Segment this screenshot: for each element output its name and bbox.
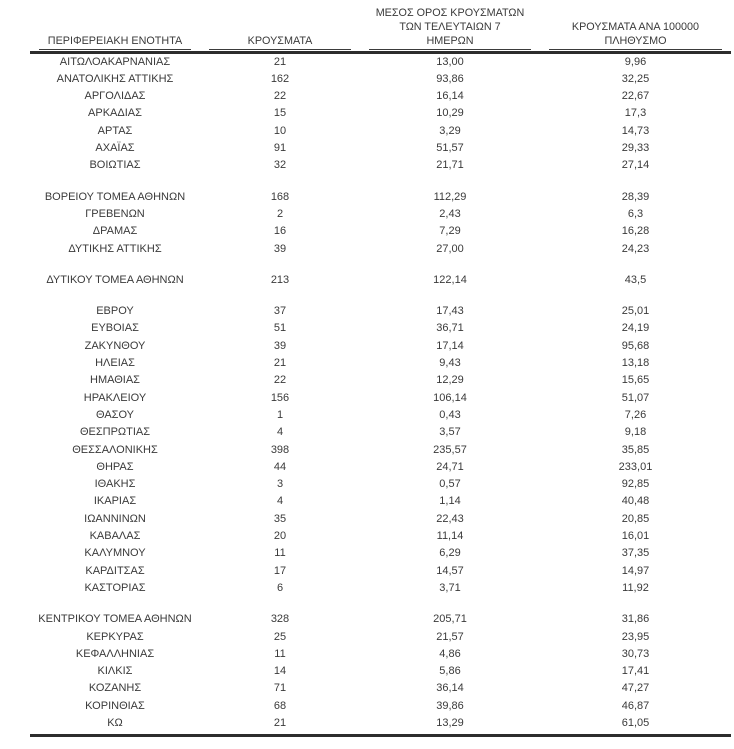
cell-per100k: 40,48 — [621, 495, 650, 508]
table-row — [30, 715, 731, 732]
table-row — [30, 88, 731, 105]
cell-cases: 91 — [273, 142, 287, 155]
column-header-cases — [209, 34, 351, 50]
table-row — [30, 355, 731, 372]
cell-avg7: 13,00 — [436, 55, 464, 68]
table-row — [30, 272, 731, 289]
cell-per100k: 24,19 — [621, 322, 650, 335]
cell-avg7: 6,29 — [439, 547, 461, 560]
cell-avg7: 24,71 — [436, 460, 464, 473]
cell-region: ΑΡΤΑΣ — [97, 124, 133, 137]
cell-cases: 22 — [273, 374, 287, 387]
table-row — [30, 407, 731, 424]
cell-cases: 71 — [273, 682, 287, 695]
cell-cases: 11 — [274, 547, 286, 560]
cell-per100k: 17,3 — [624, 107, 647, 120]
cell-per100k: 35,85 — [621, 443, 650, 456]
cell-per100k: 92,85 — [621, 478, 650, 491]
column-header-avg7-line2: ΤΩΝ ΤΕΛΕΥΤΑΙΩΝ 7 — [399, 21, 501, 33]
table-row — [30, 303, 731, 320]
cell-cases: 4 — [276, 426, 284, 439]
cell-cases: 35 — [273, 512, 287, 525]
cell-avg7: 1,14 — [439, 495, 461, 508]
cell-avg7: 106,14 — [433, 391, 467, 404]
cell-avg7: 11,14 — [436, 530, 464, 543]
table-header-row — [30, 6, 731, 50]
cell-region: ΕΥΒΟΙΑΣ — [91, 322, 139, 335]
cell-region: ΚΩ — [107, 716, 123, 729]
cell-per100k: 95,68 — [621, 339, 650, 352]
table-row — [30, 442, 731, 459]
cell-per100k: 16,28 — [621, 225, 650, 238]
cell-per100k: 14,73 — [621, 124, 650, 137]
cell-region: ΓΡΕΒΕΝΩΝ — [85, 207, 145, 220]
cell-region: ΔΥΤΙΚΟΥ ΤΟΜΕΑ ΑΘΗΝΩΝ — [46, 273, 184, 286]
cell-cases: 39 — [273, 339, 287, 352]
group-gap — [30, 289, 731, 303]
cell-avg7: 39,86 — [436, 699, 464, 712]
table-row — [30, 680, 731, 697]
table-row — [30, 545, 731, 562]
cell-region: ΚΕΡΚΥΡΑΣ — [86, 630, 144, 643]
cell-per100k: 37,35 — [621, 547, 650, 560]
cell-region: ΗΜΑΘΙΑΣ — [90, 374, 140, 387]
table-row — [30, 189, 731, 206]
cell-avg7: 4,86 — [439, 647, 461, 660]
cell-cases: 1 — [276, 408, 284, 421]
cell-per100k: 51,07 — [621, 391, 650, 404]
cell-per100k: 25,01 — [621, 305, 650, 318]
cell-cases: 213 — [270, 273, 290, 286]
cell-region: ΚΑΒΑΛΑΣ — [89, 530, 141, 543]
column-header-region-label: ΠΕΡΙΦΕΡΕΙΑΚΗ ΕΝΟΤΗΤΑ — [47, 35, 183, 47]
column-header-avg7-line1: ΜΕΣΟΣ ΟΡΟΣ ΚΡΟΥΣΜΑΤΩΝ — [375, 7, 525, 19]
cell-avg7: 17,43 — [436, 305, 464, 318]
column-header-per100k-line1: ΚΡΟΥΣΜΑΤΑ ΑΝΑ 100000 — [571, 21, 700, 33]
table-row — [30, 663, 731, 680]
cell-cases: 6 — [276, 581, 284, 594]
cell-per100k: 29,33 — [621, 142, 650, 155]
cell-avg7: 205,71 — [433, 613, 467, 626]
cell-region: ΑΙΤΩΛΟΑΚΑΡΝΑΝΙΑΣ — [59, 55, 171, 68]
cell-avg7: 12,29 — [436, 374, 464, 387]
cell-cases: 25 — [273, 630, 287, 643]
table-row — [30, 528, 731, 545]
cell-cases: 20 — [273, 530, 287, 543]
table-row — [30, 511, 731, 528]
cell-avg7: 122,14 — [433, 273, 467, 286]
cell-cases: 2 — [276, 207, 284, 220]
cell-region: ΚΕΝΤΡΙΚΟΥ ΤΟΜΕΑ ΑΘΗΝΩΝ — [38, 613, 192, 626]
cell-avg7: 36,71 — [436, 322, 464, 335]
cell-avg7: 14,57 — [436, 564, 464, 577]
cell-avg7: 235,57 — [433, 443, 467, 456]
cell-cases: 15 — [273, 107, 287, 120]
cell-region: ΑΡΚΑΔΙΑΣ — [88, 107, 142, 120]
cell-per100k: 17,41 — [621, 665, 650, 678]
cell-per100k: 22,67 — [621, 90, 650, 103]
cell-per100k: 27,14 — [621, 159, 650, 172]
table-row — [30, 140, 731, 157]
cell-region: ΘΗΡΑΣ — [96, 460, 134, 473]
cell-cases: 32 — [273, 159, 287, 172]
cell-region: ΒΟΡΕΙΟΥ ΤΟΜΕΑ ΑΘΗΝΩΝ — [44, 190, 186, 203]
group-gap — [30, 258, 731, 272]
table-row — [30, 493, 731, 510]
table-row — [30, 223, 731, 240]
cell-cases: 10 — [273, 124, 287, 137]
cell-avg7: 13,29 — [436, 716, 464, 729]
cell-cases: 3 — [276, 478, 284, 491]
cell-per100k: 13,18 — [621, 357, 650, 370]
cell-avg7: 17,14 — [436, 339, 464, 352]
column-header-avg7 — [369, 6, 531, 50]
cell-avg7: 3,71 — [439, 581, 461, 594]
cell-region: ΙΚΑΡΙΑΣ — [93, 495, 137, 508]
cell-region: ΒΟΙΩΤΙΑΣ — [89, 159, 141, 172]
bottom-rule — [30, 734, 731, 737]
cell-avg7: 0,57 — [439, 478, 461, 491]
table-body — [30, 54, 731, 733]
cell-region: ΘΑΣΟΥ — [95, 408, 135, 421]
cell-cases: 51 — [273, 322, 287, 335]
table-row — [30, 611, 731, 628]
table-row — [30, 71, 731, 88]
cell-cases: 328 — [270, 613, 290, 626]
cell-region: ΕΒΡΟΥ — [96, 305, 134, 318]
cell-region: ΑΧΑΪΑΣ — [95, 142, 135, 155]
column-header-cases-label: ΚΡΟΥΣΜΑΤΑ — [247, 35, 313, 47]
cell-per100k: 46,87 — [621, 699, 650, 712]
table-row — [30, 320, 731, 337]
table-row — [30, 580, 731, 597]
cell-avg7: 22,43 — [436, 512, 464, 525]
cell-avg7: 2,43 — [439, 207, 461, 220]
table-row — [30, 338, 731, 355]
group-gap — [30, 175, 731, 189]
cell-avg7: 51,57 — [436, 142, 464, 155]
table-row — [30, 372, 731, 389]
cell-avg7: 21,57 — [436, 630, 464, 643]
cell-region: ΚΟΖΑΝΗΣ — [88, 682, 142, 695]
cell-avg7: 9,43 — [439, 357, 461, 370]
cell-per100k: 9,18 — [624, 426, 647, 439]
cell-region: ΑΡΓΟΛΙΔΑΣ — [84, 90, 146, 103]
table-row — [30, 105, 731, 122]
cell-per100k: 14,97 — [621, 564, 650, 577]
cell-cases: 14 — [273, 665, 287, 678]
cell-region: ΗΛΕΙΑΣ — [95, 357, 135, 370]
cell-cases: 22 — [273, 90, 287, 103]
cell-cases: 21 — [273, 716, 287, 729]
cell-cases: 162 — [270, 72, 290, 85]
cell-region: ΚΕΦΑΛΛΗΝΙΑΣ — [75, 647, 155, 660]
cell-per100k: 7,26 — [624, 408, 647, 421]
cell-per100k: 47,27 — [621, 682, 650, 695]
cell-region: ΘΕΣΠΡΩΤΙΑΣ — [79, 426, 151, 439]
column-header-per100k-line2: ΠΛΗΘΥΣΜΟ — [604, 35, 667, 47]
table-row — [30, 157, 731, 174]
cell-per100k: 28,39 — [621, 190, 650, 203]
cell-per100k: 24,23 — [621, 242, 650, 255]
table-row — [30, 206, 731, 223]
cell-region: ΑΝΑΤΟΛΙΚΗΣ ΑΤΤΙΚΗΣ — [56, 72, 174, 85]
cell-avg7: 7,29 — [439, 225, 461, 238]
cell-avg7: 112,29 — [433, 190, 467, 203]
cell-cases: 39 — [273, 242, 287, 255]
table-row — [30, 646, 731, 663]
table-row — [30, 459, 731, 476]
cell-cases: 21 — [273, 55, 287, 68]
cell-per100k: 31,86 — [621, 613, 650, 626]
cell-region: ΔΥΤΙΚΗΣ ΑΤΤΙΚΗΣ — [68, 242, 162, 255]
cell-per100k: 32,25 — [621, 72, 650, 85]
cell-per100k: 30,73 — [621, 647, 650, 660]
cell-per100k: 16,01 — [621, 530, 650, 543]
cell-cases: 4 — [276, 495, 284, 508]
cell-region: ΚΑΛΥΜΝΟΥ — [84, 547, 146, 560]
cell-avg7: 36,14 — [436, 682, 464, 695]
table-row — [30, 424, 731, 441]
cell-avg7: 0,43 — [439, 408, 461, 421]
cell-cases: 168 — [270, 190, 290, 203]
column-header-region — [39, 34, 191, 50]
cases-table — [30, 6, 731, 737]
cell-avg7: 16,14 — [436, 90, 464, 103]
cell-per100k: 61,05 — [621, 716, 650, 729]
cell-region: ΙΩΑΝΝΙΝΩΝ — [84, 512, 146, 525]
cell-cases: 16 — [273, 225, 287, 238]
cell-avg7: 10,29 — [436, 107, 464, 120]
table-row — [30, 476, 731, 493]
cell-per100k: 43,5 — [624, 273, 647, 286]
table-row — [30, 241, 731, 258]
table-row — [30, 563, 731, 580]
cell-cases: 21 — [273, 357, 287, 370]
table-row — [30, 123, 731, 140]
cell-region: ΚΑΡΔΙΤΣΑΣ — [85, 564, 145, 577]
cell-cases: 398 — [270, 443, 290, 456]
cell-cases: 17 — [273, 564, 287, 577]
cell-per100k: 9,96 — [624, 55, 647, 68]
cell-region: ΔΡΑΜΑΣ — [92, 225, 138, 238]
cell-per100k: 15,65 — [621, 374, 650, 387]
cell-avg7: 3,29 — [439, 124, 461, 137]
cell-avg7: 93,86 — [436, 72, 464, 85]
cell-cases: 156 — [270, 391, 290, 404]
cell-cases: 37 — [273, 305, 287, 318]
cell-region: ΙΘΑΚΗΣ — [94, 478, 136, 491]
cell-region: ΖΑΚΥΝΘΟΥ — [84, 339, 146, 352]
cell-region: ΚΙΛΚΙΣ — [97, 665, 133, 678]
cell-avg7: 5,86 — [439, 665, 461, 678]
cell-per100k: 233,01 — [618, 460, 653, 473]
table-row — [30, 54, 731, 71]
table-row — [30, 698, 731, 715]
cell-per100k: 23,95 — [621, 630, 650, 643]
cell-region: ΚΟΡΙΝΘΙΑΣ — [85, 699, 145, 712]
table-row — [30, 390, 731, 407]
cell-region: ΗΡΑΚΛΕΙΟΥ — [83, 391, 147, 404]
cell-per100k: 20,85 — [621, 512, 650, 525]
column-header-avg7-line3: ΗΜΕΡΩΝ — [426, 35, 474, 47]
cell-cases: 68 — [273, 699, 287, 712]
cell-avg7: 3,57 — [439, 426, 461, 439]
group-gap — [30, 597, 731, 611]
cell-cases: 44 — [273, 460, 287, 473]
table-row — [30, 629, 731, 646]
cell-avg7: 27,00 — [436, 242, 464, 255]
cell-per100k: 6,3 — [627, 207, 644, 220]
cell-region: ΘΕΣΣΑΛΟΝΙΚΗΣ — [72, 443, 158, 456]
cell-region: ΚΑΣΤΟΡΙΑΣ — [84, 581, 146, 594]
cell-cases: 11 — [274, 647, 286, 660]
cell-avg7: 21,71 — [436, 159, 464, 172]
cell-per100k: 11,92 — [622, 581, 649, 594]
column-header-per100k — [549, 20, 722, 50]
